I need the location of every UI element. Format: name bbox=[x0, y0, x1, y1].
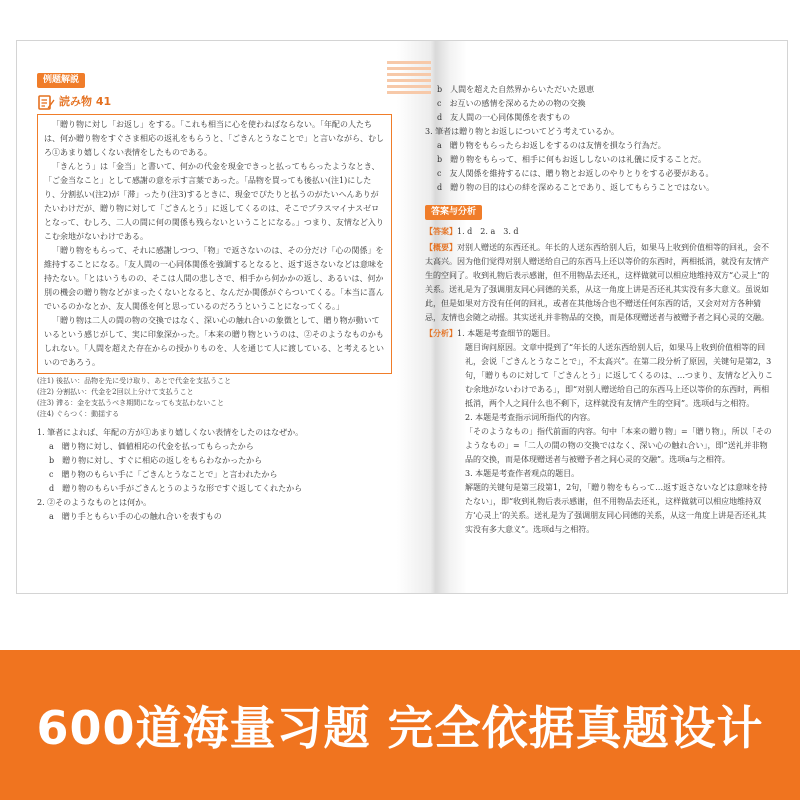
analysis-line: 解题的关键句是第三段第1，2句，「贈り物をもらって…返す返さないなどは意味を持たない」，即“收到礼物后表示感谢，但不用物品去还礼，这样做就可以相应地维持双方‘心灵上’的关系。送礼是为了强调朋友同心同德的关系，从这一角度上讲是否还礼其实没有多大意义”。选项d与之相符。 bbox=[465, 483, 768, 534]
reading-title-text: 読み物 41 bbox=[59, 95, 112, 108]
question-stem: 2. ②そのようなものとは何か。 bbox=[37, 498, 152, 507]
question-option: c お互いの感情を深めるための物の交換 bbox=[437, 99, 586, 108]
passage-paragraph: 「贈り物に対し「お返し」をする。「これも相当に心を使わねばならない。「年配の人たちは、何か贈り物をすぐさま相応の返礼をもらうと、「ごきんとうなことで」と言いながら、むしろ①あまり嬉しくない表情をしたものである。 bbox=[44, 120, 384, 157]
footnote: (注3) 滞る：金を支払うべき期間になっても支払わないこと bbox=[37, 399, 225, 407]
analysis-line: 「そのようなもの」指代前面的内容。句中「本来の贈り物」=「贈り物」，所以「そのようなもの」=「二人の間の物の交換ではなく、深い心の触れ合い」，即“送礼并非物品的交换，而是体现赠送者与被赠予者之间心灵的交融”。选项a与之相符。 bbox=[465, 427, 772, 464]
footnote: (注1) 後払い：品物を先に受け取り、あとで代金を支払うこと bbox=[37, 377, 232, 385]
question-2-continued bbox=[425, 83, 773, 125]
section-tag-example: 例题解説 bbox=[37, 73, 85, 88]
question-stem: 3. 筆者は贈り物とお返しについてどう考えているか。 bbox=[425, 127, 620, 136]
summary-label: 【概要】 bbox=[425, 242, 457, 252]
notebook-pencil-icon bbox=[37, 93, 55, 111]
footnote: (注2) 分割払い：代金を2回以上分けて支払うこと bbox=[37, 388, 194, 396]
question-option: d 贈り物のもらい手がごきんとうのような形ですぐ返してくれたから bbox=[49, 484, 303, 493]
right-page bbox=[425, 83, 773, 537]
footnote: (注4) ぐらつく：動揺する bbox=[37, 410, 120, 418]
passage-paragraph: 「贈り物をもらって、それに感謝しつつ、「物」で返さないのは、その分だけ「心の関係」を維持することになる。「友人間の一心同体関係を強調するとなると、返す返さないなどは意味を持たない。「とはいうものの、そこは人間の悲しさで、相手から何かかの返し、あるいは、何か別の機会の贈り物などがまったくないとなると、なんだか関係がぐらついてくる。「本当に喜んでいるのかなとか、友人関係を何と思っているのだろうということになってくる。」 bbox=[44, 246, 384, 311]
footnotes bbox=[37, 376, 392, 420]
question-option: c 贈り物のもらい手に「ごきんとうなことで」と言われたから bbox=[49, 470, 278, 479]
question-option: b 人間を超えた自然界からいただいた恩恵 bbox=[437, 85, 595, 94]
analysis-line: 2. 本题是考查指示词所指代的内容。 bbox=[465, 413, 596, 422]
question-option: b 贈り物に対し、すぐに相応の返しをもらわなかったから bbox=[49, 456, 263, 465]
analysis-line: 3. 本题是考查作者观点的题目。 bbox=[465, 469, 580, 478]
answer-text: 1. d 2. a 3. d bbox=[457, 227, 519, 236]
analysis-row bbox=[425, 326, 773, 537]
banner-text: 600道海量习题 完全依据真题设计 bbox=[36, 701, 764, 755]
analysis-line: 题目询问原因。文章中提到了“年长的人送东西给别人后，如果马上收到价值相等的回礼，会说「ごきんとうなことで」，不太高兴”。在第二段分析了原因，关键句是第2，3句，「贈りものに対して「ごきんとう」に返してくるのは、…つまり、友情など入りこむ余地がないわけである」，即“对别人赠送给自己的东西马上还以等价的东西时，两相抵消，两个人之间什么也不剩下，这样就没有友情产生的空间”。选项d与之相符。 bbox=[465, 343, 773, 408]
answer-row bbox=[425, 224, 773, 239]
question-stem: 1. 筆者によれば、年配の方が①あまり嬉しくない表情をしたのはなぜか。 bbox=[37, 428, 304, 437]
question-3 bbox=[425, 125, 773, 195]
answer-label: 【答案】 bbox=[425, 226, 457, 236]
question-option: d 友人間の一心同体関係を表すもの bbox=[437, 113, 571, 122]
question-option: d 贈り物の目的は心の絆を深めることであり、返してもらうことではない。 bbox=[437, 183, 715, 192]
summary-text: 对别人赠送的东西还礼。年长的人送东西给别人后，如果马上收到价值相等的回礼，会不太高兴。因为他们觉得对别人赠送给自己的东西马上还以等价的东西时，两相抵消，就没有友情产生的空间了。收到礼物后表示感谢，但不用物品去还礼，这样做就可以相应地维持双方“心灵上”的关系。送礼是为了强调朋友同心同德的关系，从这一角度上讲是否还礼其实没有多大意义。虽说如此，但是如果对方没有任何的回礼，或者在其他场合也不赠送任何东西的话，又会对对方各种猜忌，友情也会随之动摇。其实送礼并非物品的交换，而是体现赠送者与被赠予者之间心灵的交融。 bbox=[425, 243, 770, 322]
analysis-line: 1. 本题是考查细节的题目。 bbox=[457, 329, 556, 338]
question-option: c 友人関係を維持するには、贈り物とお返しのやりとりをする必要がある。 bbox=[437, 169, 714, 178]
question-option: a 贈り物に対し、価値相応の代金を払ってもらったから bbox=[49, 442, 254, 451]
promo-banner bbox=[0, 650, 800, 800]
open-book bbox=[16, 40, 788, 594]
section-tag-answers: 答案与分析 bbox=[425, 205, 482, 220]
question-option: a 贈り手ともらい手の心の触れ合いを表すもの bbox=[49, 512, 222, 521]
left-page bbox=[37, 73, 392, 524]
reading-title bbox=[37, 93, 392, 111]
passage-paragraph: 「きんとう」は「金当」と書いて、何かの代金を現金できっと払ってもらったようなとき、「ご金当なこと」として感謝の意を示す言葉であった。「品物を買っても後払い(注1)にしたり、分割払い(注2)が「滞」ったり(注3)するときに、現金でぴたりと払うのがたいへんありがたいわけだが、贈り物に対して「ごきんとう」に返してくるのは、そこでプラスマイナスゼロとなって、むしろ、二人の間に何の関係も残らないということになる。」つまり、友情など入りこむ余地がないわけである。 bbox=[44, 162, 384, 241]
question-option: b 贈り物をもらって、相手に何もお返ししないのは礼儀に反することだ。 bbox=[437, 155, 706, 164]
reading-passage bbox=[37, 114, 392, 374]
question-option: a 贈り物をもらったらお返しをするのは友情を損なう行為だ。 bbox=[437, 141, 666, 150]
summary-row bbox=[425, 240, 773, 325]
passage-paragraph: 「贈り物は二人の間の物の交換ではなく、深い心の触れ合いの象徴として、贈り物が動いているという感じがして、実に印象深かった。「本来の贈り物というのは、②そのようなものかもしれない。「人間を超えた存在からの授かりものを、人を通じて人に渡している、と考えるといいのであろう。 bbox=[44, 316, 384, 367]
question-1 bbox=[37, 426, 392, 496]
question-2 bbox=[37, 496, 392, 524]
analysis-label: 【分析】 bbox=[425, 328, 457, 338]
